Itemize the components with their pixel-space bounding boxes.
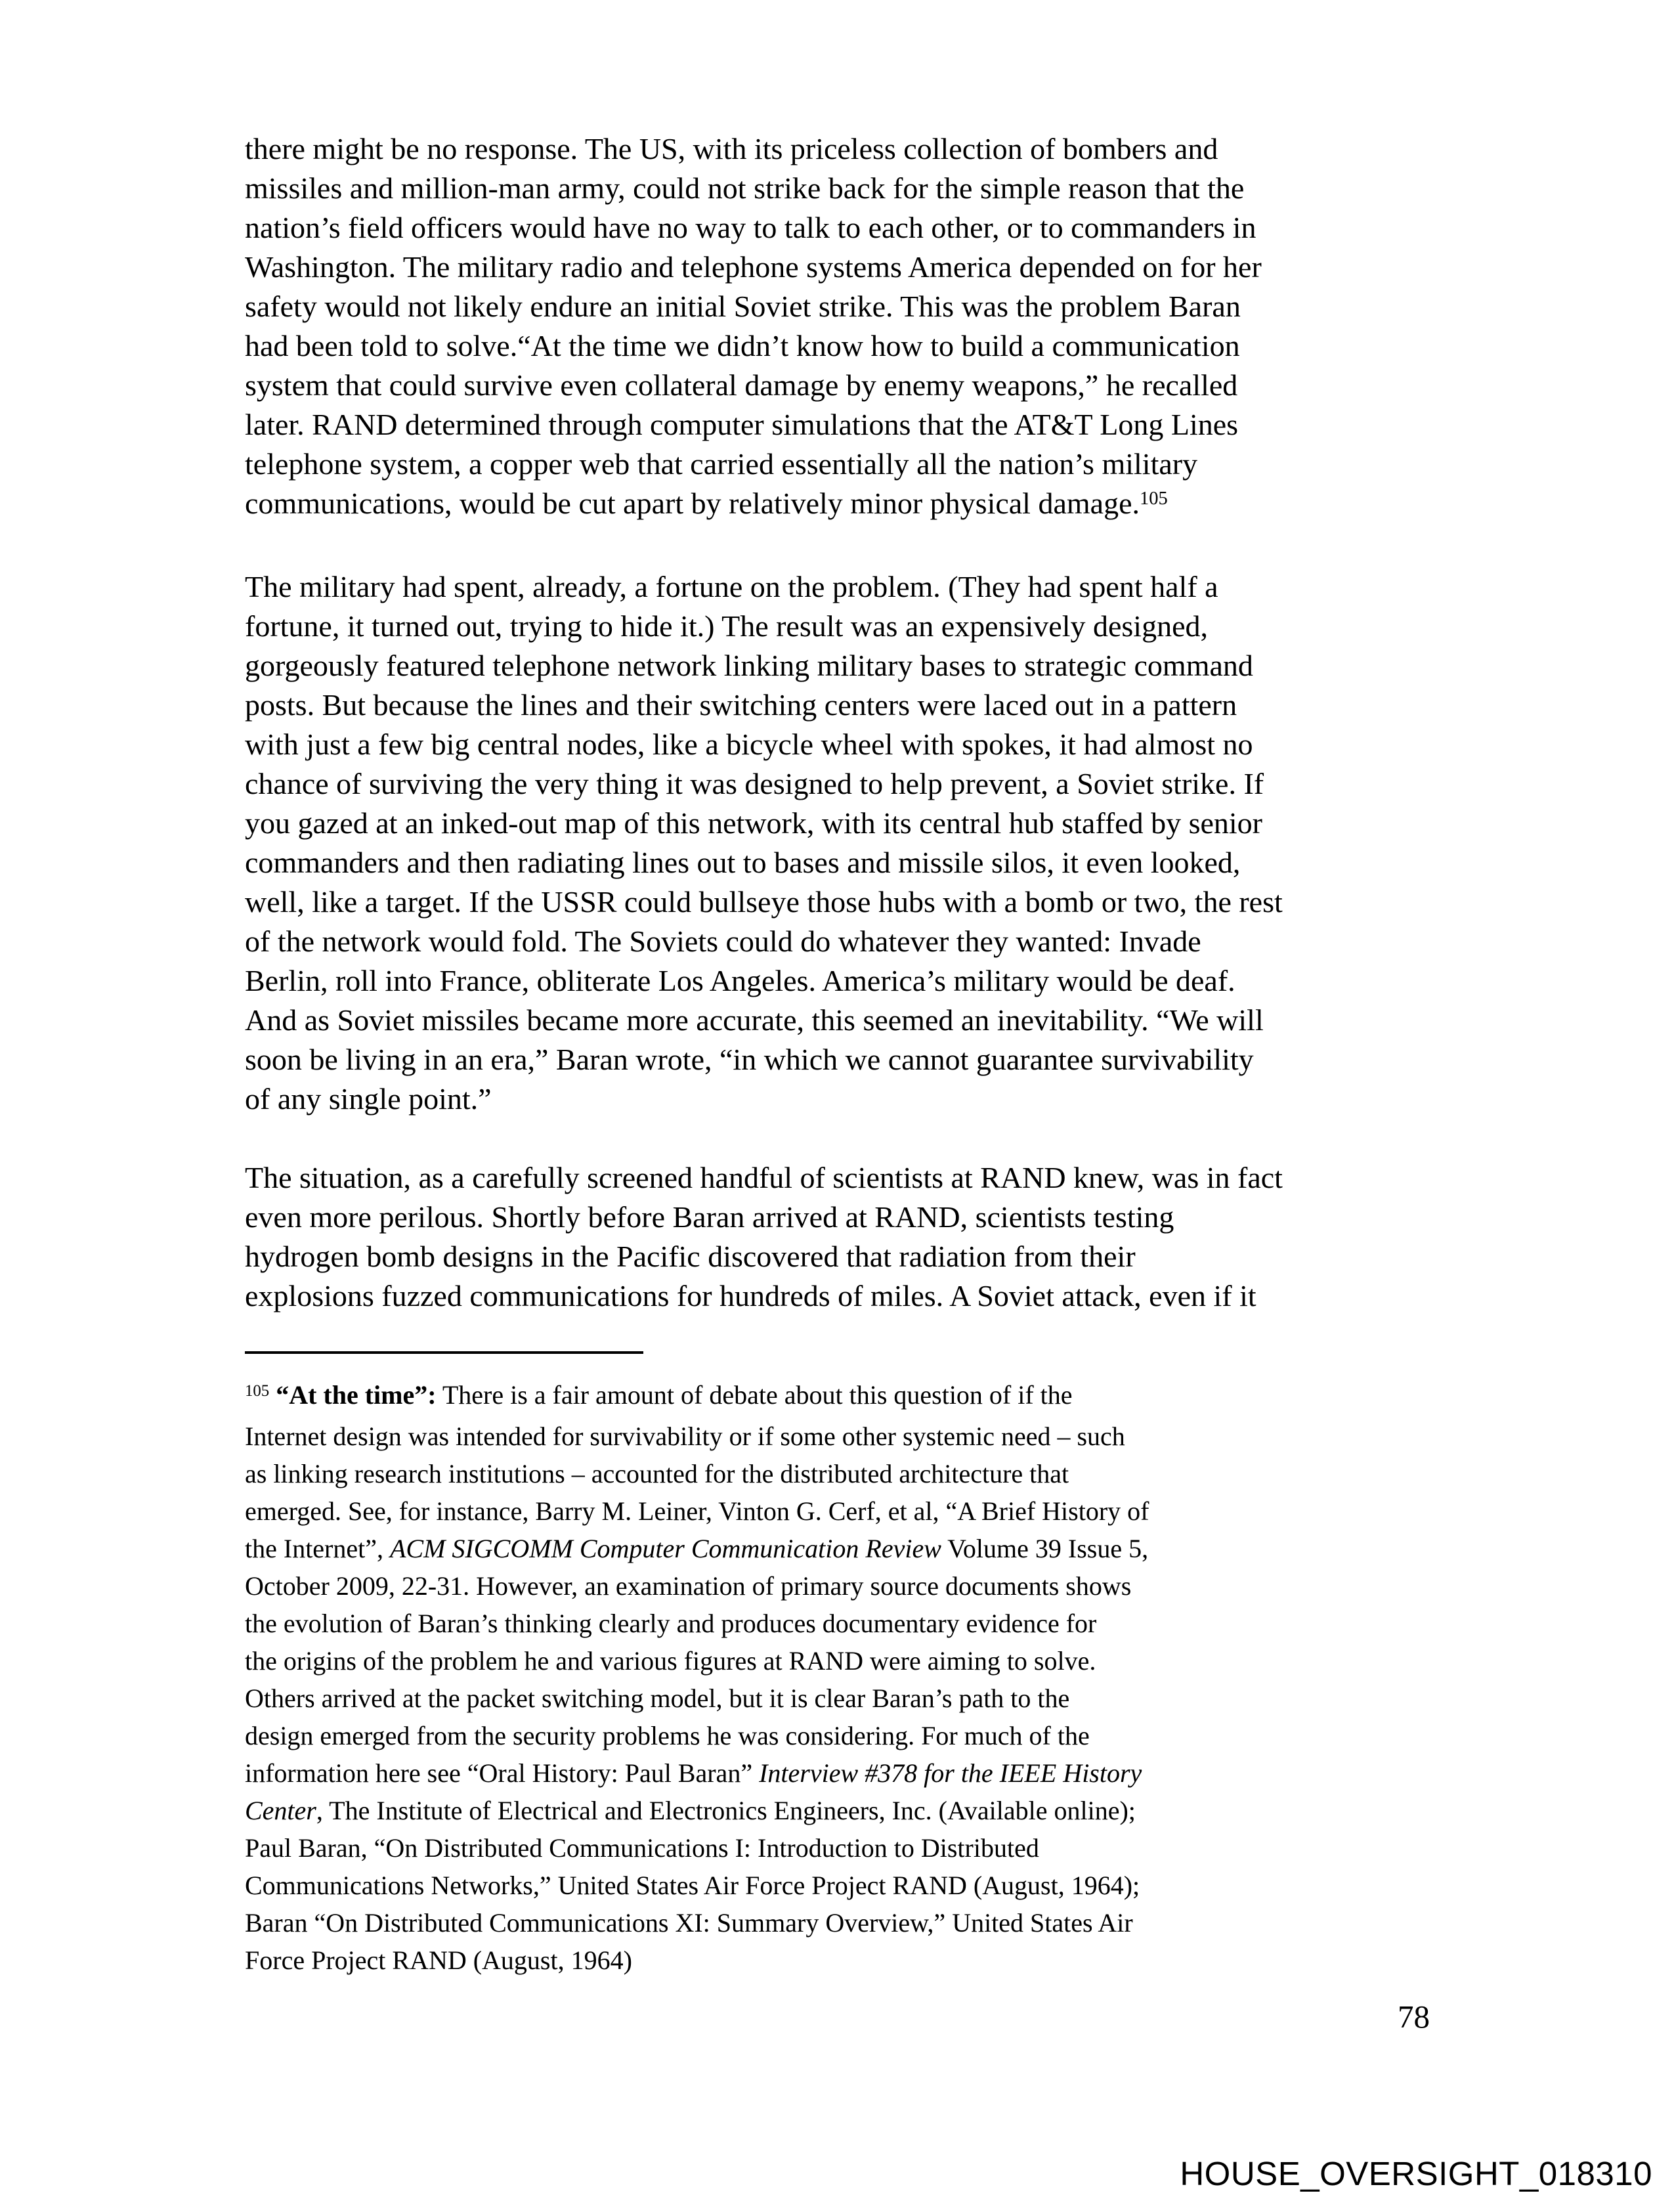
text-line: the Internet”, ACM SIGCOMM Computer Communication Review Volume 39 Issue 5, xyxy=(245,1534,1149,1563)
text-line: nation’s field officers would have no way to talk to each other, or to commanders in xyxy=(245,211,1256,244)
text-line: emerged. See, for instance, Barry M. Leiner, Vinton G. Cerf, et al, “A Brief History of xyxy=(245,1496,1149,1526)
text-line: as linking research institutions – accounted for the distributed architecture that xyxy=(245,1459,1069,1488)
footnote xyxy=(245,1376,1433,1979)
paragraph xyxy=(245,1158,1433,1316)
text-line: Force Project RAND (August, 1964) xyxy=(245,1945,632,1975)
text-line: The military had spent, already, a fortune on the problem. (They had spent half a xyxy=(245,570,1218,603)
text-line: Others arrived at the packet switching model, but it is clear Baran’s path to the xyxy=(245,1683,1070,1713)
text-line: well, like a target. If the USSR could bullseye those hubs with a bomb or two, the rest xyxy=(245,885,1283,919)
text-line: Baran “On Distributed Communications XI: Summary Overview,” United States Air xyxy=(245,1908,1133,1938)
text-line: gorgeously featured telephone network linking military bases to strategic command xyxy=(245,649,1253,682)
text-line: Washington. The military radio and telephone systems America depended on for her xyxy=(245,250,1262,284)
text-line: And as Soviet missiles became more accurate, this seemed an inevitability. “We will xyxy=(245,1003,1264,1037)
text-line: soon be living in an era,” Baran wrote, “in which we cannot guarantee survivability xyxy=(245,1043,1254,1076)
text-line: Paul Baran, “On Distributed Communications I: Introduction to Distributed xyxy=(245,1833,1039,1863)
text-line: explosions fuzzed communications for hundreds of miles. A Soviet attack, even if it xyxy=(245,1279,1256,1312)
text-line: hydrogen bomb designs in the Pacific discovered that radiation from their xyxy=(245,1240,1136,1273)
text-line: later. RAND determined through computer simulations that the AT&T Long Lines xyxy=(245,408,1239,441)
footnote-separator-rule xyxy=(245,1351,643,1354)
text-line: Center, The Institute of Electrical and Electronics Engineers, Inc. (Available online); xyxy=(245,1796,1136,1825)
bates-stamp: HOUSE_OVERSIGHT_018310 xyxy=(1180,2155,1652,2192)
text-line: of any single point.” xyxy=(245,1082,492,1116)
text-line: communications, would be cut apart by relatively minor physical damage.$^{105}$ xyxy=(245,487,1168,520)
text-line: information here see “Oral History: Paul Baran” Interview #378 for the IEEE History xyxy=(245,1758,1142,1788)
paragraph xyxy=(245,567,1433,1119)
text-line: system that could survive even collateral damage by enemy weapons,” he recalled xyxy=(245,368,1238,402)
page-number: 78 xyxy=(1398,1999,1430,2035)
text-line: even more perilous. Shortly before Baran arrived at RAND, scientists testing xyxy=(245,1200,1174,1234)
text-line: Berlin, roll into France, obliterate Los Angeles. America’s military would be deaf. xyxy=(245,964,1235,997)
body-text xyxy=(245,129,1433,1355)
text-line: Internet design was intended for survivability or if some other systemic need – such xyxy=(245,1421,1125,1451)
text-line: Communications Networks,” United States Air Force Project RAND (August, 1964); xyxy=(245,1871,1140,1900)
text-line: had been told to solve.“At the time we didn’t know how to build a communication xyxy=(245,329,1240,362)
text-line: chance of surviving the very thing it was designed to help prevent, a Soviet strike. If xyxy=(245,767,1264,800)
text-line: posts. But because the lines and their switching centers were laced out in a pattern xyxy=(245,688,1237,722)
text-line: commanders and then radiating lines out to bases and missile silos, it even looked, xyxy=(245,846,1241,879)
text-line: safety would not likely endure an initial Soviet strike. This was the problem Baran xyxy=(245,290,1241,323)
text-line: design emerged from the security problems he was considering. For much of the xyxy=(245,1721,1090,1750)
text-line: telephone system, a copper web that carried essentially all the nation’s military xyxy=(245,447,1198,481)
text-line: fortune, it turned out, trying to hide it.) The result was an expensively designed, xyxy=(245,609,1208,643)
text-line: $^{105}$ “At the time”: There is a fair amount of debate about this question of if the xyxy=(245,1380,1073,1410)
text-line: missiles and million-man army, could not strike back for the simple reason that the xyxy=(245,171,1245,205)
text-line: the origins of the problem he and various figures at RAND were aiming to solve. xyxy=(245,1646,1096,1676)
text-line: October 2009, 22-31. However, an examination of primary source documents shows xyxy=(245,1571,1132,1601)
text-line: there might be no response. The US, with its priceless collection of bombers and xyxy=(245,132,1218,165)
paragraph xyxy=(245,129,1433,528)
text-line: with just a few big central nodes, like a bicycle wheel with spokes, it had almost no xyxy=(245,727,1253,761)
text-line: the evolution of Baran’s thinking clearly and produces documentary evidence for xyxy=(245,1609,1097,1638)
text-line: The situation, as a carefully screened handful of scientists at RAND knew, was in fact xyxy=(245,1161,1283,1194)
text-line: of the network would fold. The Soviets could do whatever they wanted: Invade xyxy=(245,924,1201,958)
text-line: you gazed at an inked-out map of this network, with its central hub staffed by senior xyxy=(245,806,1262,840)
